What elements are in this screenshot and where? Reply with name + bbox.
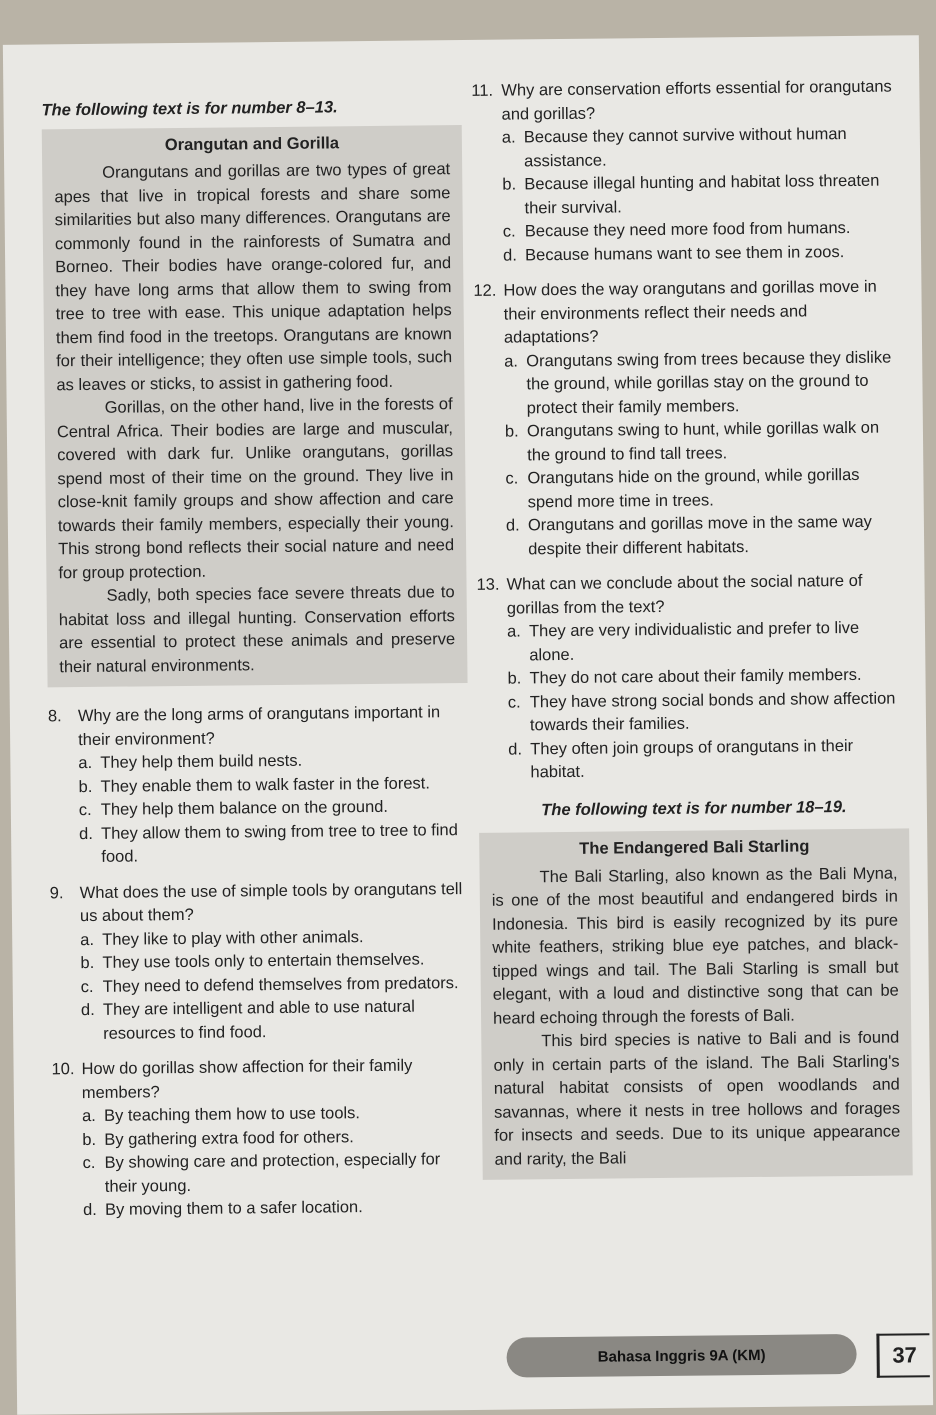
option-text: They often join groups of orangutans in their habitat.: [530, 736, 854, 782]
question-text: What can we conclude about the social nature of gorillas from the text?: [506, 571, 863, 618]
option-text: Orangutans hide on the ground, while gorillas spend more time in trees.: [527, 465, 860, 511]
option-label: d.: [505, 516, 520, 535]
option-label: c.: [507, 692, 521, 712]
right-column: [471, 75, 913, 1197]
textbook-page: [3, 35, 933, 1415]
question-number: 12.: [473, 281, 497, 300]
option-label: a.: [501, 128, 516, 147]
option-label: b.: [504, 422, 519, 441]
option-label: a.: [506, 622, 521, 641]
option-label: b.: [80, 953, 95, 973]
option-label: d.: [82, 1200, 97, 1220]
reading-title: The Endangered Bali Starling: [579, 837, 810, 858]
question-12: [473, 275, 906, 561]
left-column: [41, 95, 473, 1235]
option-text: They do not care about their family members.: [529, 665, 862, 688]
paragraph: Orangutans and gorillas are two types of great apes that live in tropical forests and share some similarities but also many differences. Orangutans are commonly found in the rainforests of Sumatra and Borneo. Their bodies have orange-colored fur, and they have long arms that allow them to swing from tree to tree with ease. This unique adaptation helps them find food in the treetops. Orangutans are known for their intelligence; they often use simple tools, such as leaves or sticks, to assist in gathering food.: [54, 160, 453, 394]
option-label: a.: [80, 930, 95, 949]
question-13: [476, 569, 908, 785]
option-text: Because illegal hunting and habitat loss threaten their survival.: [524, 171, 880, 217]
question-text: Why are conservation efforts essential for orangutans and gorillas?: [501, 77, 892, 124]
question-10: [51, 1054, 473, 1223]
option[interactable]: [83, 1195, 473, 1223]
option[interactable]: [505, 416, 905, 467]
paragraph: This bird species is native to Bali and is found only in certain parts of the island. The Bali Starling's natural habitat consists of open woodlands and savannas, where it nests in tree hollows and forages for insects and seeds. Due to its unique appearance and rarity, the Bali: [493, 1028, 901, 1169]
option-label: a.: [78, 753, 93, 773]
question-text: How does the way orangutans and gorillas move in their environments reflect their needs and adaptations?: [503, 277, 877, 347]
option-label: a.: [504, 351, 519, 371]
question-number: 11.: [471, 81, 494, 100]
question-8: [48, 701, 470, 870]
option-text: They help them build nests.: [100, 751, 303, 772]
option-text: Orangutans swing from trees because they dislike the ground, while gorillas stay on the ground to protect their family members.: [526, 348, 892, 417]
option-label: c.: [502, 222, 516, 241]
option-text: By teaching them how to use tools.: [103, 1104, 361, 1125]
option[interactable]: [503, 240, 903, 268]
option[interactable]: [507, 616, 907, 667]
question-number: 10.: [51, 1060, 75, 1079]
option-text: They allow them to swing from tree to tree to find food.: [101, 820, 458, 866]
paragraph: Sadly, both species face severe threats due to habitat loss and illegal hunting. Conservation efforts are essential to protect these animals and preserve their natural environments.: [58, 583, 456, 676]
option-label: c.: [82, 1153, 96, 1173]
option-text: Because they cannot survive without human assistance.: [523, 125, 847, 170]
option-label: b.: [502, 175, 517, 194]
question-text: How do gorillas show affection for their family members?: [81, 1056, 413, 1102]
option-text: They are very individualistic and prefer to live alone.: [528, 618, 860, 664]
option-label: d.: [79, 824, 93, 843]
option-text: By moving them to a safer location.: [104, 1198, 363, 1219]
option[interactable]: [79, 818, 469, 869]
option-text: They like to play with other animals.: [102, 927, 364, 949]
option-text: Because they need more food from humans.: [524, 218, 851, 241]
option[interactable]: [508, 734, 908, 785]
option[interactable]: [502, 122, 902, 173]
option[interactable]: [504, 346, 905, 421]
option[interactable]: [81, 995, 471, 1046]
option-label: c.: [505, 469, 519, 488]
option-text: Because humans want to see them in zoos.: [524, 242, 845, 264]
option-text: Orangutans swing to hunt, while gorillas walk on the ground to find tall trees.: [526, 418, 880, 464]
option-label: d.: [80, 1000, 95, 1020]
option-text: They need to defend themselves from predators.: [102, 973, 459, 996]
option-label: d.: [508, 739, 523, 759]
question-number: 13.: [476, 575, 500, 594]
option-text: By gathering extra food for others.: [104, 1127, 354, 1149]
text-intro: The following text is for number 8–13.: [41, 98, 338, 120]
option-text: They are intelligent and able to use natural resources to find food.: [102, 997, 415, 1043]
option-text: They have strong social bonds and show affection towards their families.: [529, 689, 896, 735]
option-label: b.: [78, 777, 93, 796]
option[interactable]: [508, 687, 908, 738]
reading-text-orangutan-gorilla: [42, 125, 468, 688]
option-text: They use tools only to entertain themselves.: [102, 950, 425, 972]
question-number: 8.: [47, 707, 62, 726]
option[interactable]: [502, 169, 902, 220]
option-text: By showing care and protection, especially for their young.: [104, 1150, 441, 1196]
option-label: a.: [81, 1106, 96, 1126]
question-text: What does the use of simple tools by orangutans tell us about them?: [79, 879, 463, 926]
option-text: They help them balance on the ground.: [100, 797, 389, 819]
reading-text-bali-starling: [479, 828, 913, 1179]
option-text: They enable them to walk faster in the forest.: [100, 773, 430, 796]
option[interactable]: [506, 510, 906, 561]
option-label: c.: [78, 800, 92, 820]
question-11: [471, 75, 903, 267]
text-intro-2: The following text is for number 18–19.: [541, 797, 847, 819]
page-number: 37: [876, 1333, 929, 1378]
option[interactable]: [82, 1148, 472, 1199]
option[interactable]: [505, 463, 905, 514]
reading-title: Orangutan and Gorilla: [164, 133, 340, 154]
question-9: [50, 877, 472, 1046]
book-title-badge: Bahasa Inggris 9A (KM): [506, 1334, 856, 1378]
question-number: 9.: [49, 883, 64, 902]
option-label: d.: [502, 245, 517, 265]
option-label: b.: [82, 1130, 97, 1149]
question-text: Why are the long arms of orangutans important in their environment?: [77, 703, 441, 749]
option-label: c.: [80, 977, 94, 996]
option-label: b.: [507, 669, 522, 688]
paragraph: The Bali Starling, also known as the Bali Myna, is one of the most beautiful and endangered birds in Indonesia. This bird is easily recognized by its pure white feathers, striking blue eye patches, and black-tipped wings and tail. The Bali Starling is small but elegant, with a loud and distinctive song that can be heard echoing through the forests of Bali.: [491, 864, 899, 1028]
paragraph: Gorillas, on the other hand, live in the forests of Central Africa. Their bodies are large and muscular, covered with dark fur. Unlike orangutans, gorillas spend most of their time on the ground. They live in close-knit family groups and show affection and care towards their family members, especially their young. This strong bond reflects their social nature and need for group protection.: [56, 395, 455, 582]
option-text: Orangutans and gorillas move in the same way despite their different habitats.: [527, 512, 872, 558]
